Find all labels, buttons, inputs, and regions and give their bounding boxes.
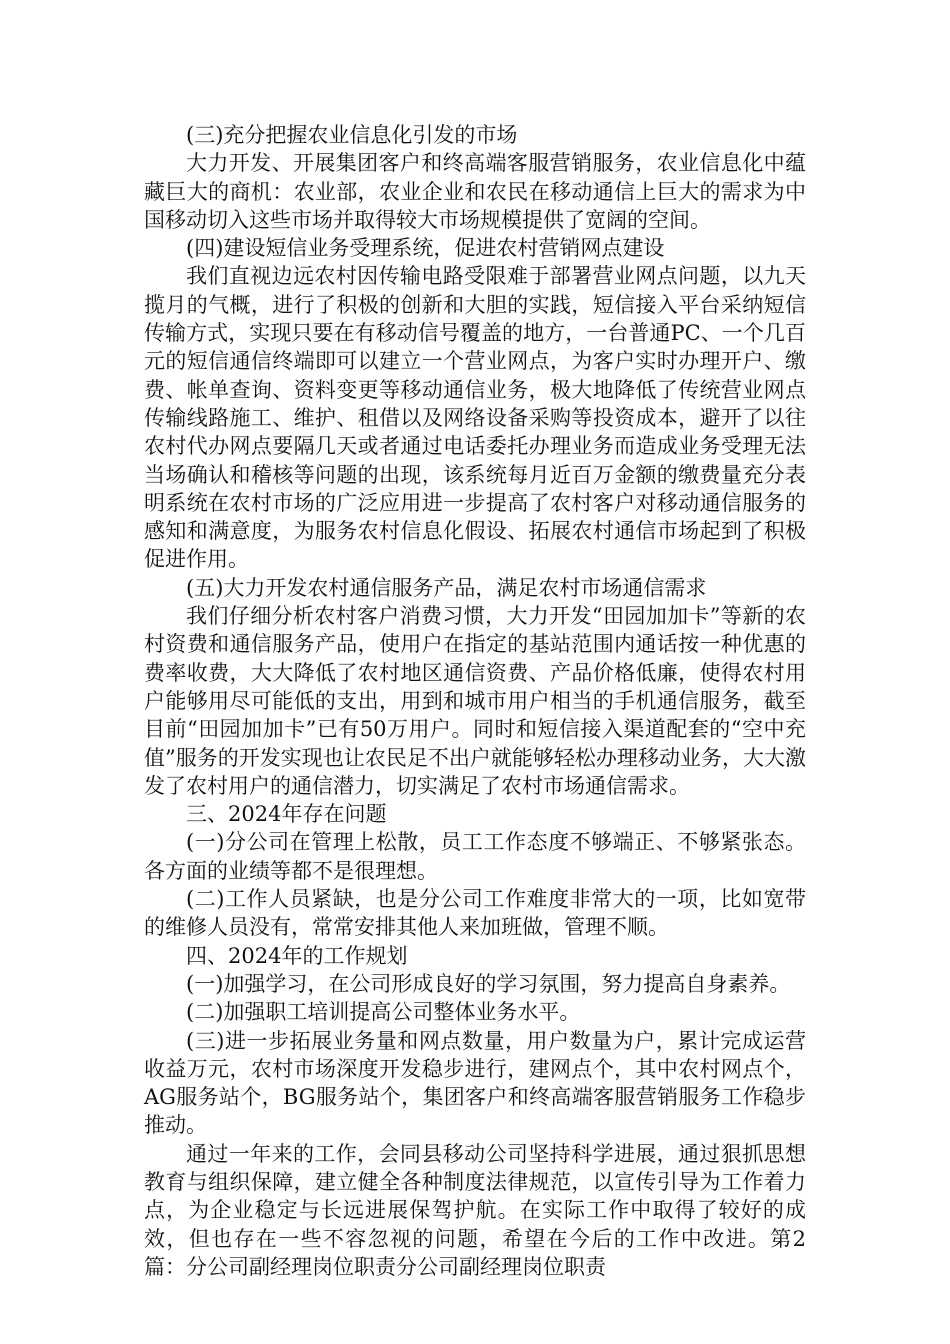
paragraph-plan-three: (三)进一步拓展业务量和网点数量，用户数量为户，累计完成运营收益万元，农村市场深度开发稳步进行，建网点个，其中农村网点个，AG服务站个，BG服务站个，集团客户和终高端客服营销服务工作稳步推动。 <box>144 1028 806 1138</box>
paragraph-problem-one: (一)分公司在管理上松散，员工工作态度不够端正、不够紧张态。各方面的业绩等都不是很理想。 <box>144 830 806 883</box>
paragraph-agri-informatization: 大力开发、开展集团客户和终高端客服营销服务，农业信息化中蕴藏巨大的商机：农业部，农业企业和农民在移动通信上巨大的需求为中国移动切入这些市场并取得较大市场规模提供了宽阔的空间。 <box>144 151 806 232</box>
section-heading-problems: 三、2024年存在问题 <box>186 802 387 827</box>
paragraph-plan-two: (二)加强职工培训提高公司整体业务水平。 <box>186 1000 581 1025</box>
section-heading-plan: 四、2024年的工作规划 <box>186 943 408 968</box>
paragraph-conclusion: 通过一年来的工作，会同县移动公司坚持科学进展，通过狠抓思想教育与组织保障，建立健全各种制度法律规范，以宣传引导为工作着力点，为企业稳定与长远进展保驾护航。在实际工作中取得了较好的成效，但也存在一些不容忽视的问题，希望在今后的工作中改进。第2篇：分公司副经理岗位职责分公司副经理岗位职责 <box>144 1141 806 1279</box>
heading-five-rural-products: (五)大力开发农村通信服务产品，满足农村市场通信需求 <box>186 575 707 600</box>
heading-four-sms-system: (四)建设短信业务受理系统，促进农村营销网点建设 <box>186 236 665 261</box>
paragraph-problem-two: (二)工作人员紧缺，也是分公司工作难度非常大的一项，比如宽带的维修人员没有，常常安排其他人来加班做，管理不顺。 <box>144 887 806 940</box>
paragraph-rural-products: 我们仔细分析农村客户消费习惯，大力开发“田园加加卡”等新的农村资费和通信服务产品，使用户在指定的基站范围内通话按一种优惠的费率收费，大大降低了农村地区通信资费、产品价格低廉，使得农村用户能够用尽可能低的支出，用到和城市用户相当的手机通信服务，截至目前“田园加加卡”已有50万用户。同时和短信接入渠道配套的“空中充值”服务的开发实现也让农民足不出户就能够轻松办理移动业务，大大激发了农村用户的通信潜力，切实满足了农村市场通信需求。 <box>144 604 806 798</box>
heading-three-rural-market: (三)充分把握农业信息化引发的市场 <box>186 123 518 147</box>
paragraph-plan-one: (一)加强学习，在公司形成良好的学习氛围，努力提高自身素养。 <box>186 971 791 996</box>
document-body <box>144 121 806 1281</box>
paragraph-sms-system: 我们直视边远农村因传输电路受限难于部署营业网点问题，以九天揽月的气概，进行了积极的创新和大胆的实践，短信接入平台采纳短信传输方式，实现只要在有移动信号覆盖的地方，一台普通PC、一个几百元的短信通信终端即可以建立一个营业网点，为客户实时办理开户、缴费、帐单查询、资料变更等移动通信业务，极大地降低了传统营业网点传输线路施工、维护、租借以及网络设备采购等投资成本，避开了以往农村代办网点要隔几天或者通过电话委托办理业务而造成业务受理无法当场确认和稽核等问题的出现，该系统每月近百万金额的缴费量充分表明系统在农村市场的广泛应用进一步提高了农村客户对移动通信服务的感知和满意度，为服务农村信息化假设、拓展农村通信市场起到了积极促进作用。 <box>144 264 806 572</box>
